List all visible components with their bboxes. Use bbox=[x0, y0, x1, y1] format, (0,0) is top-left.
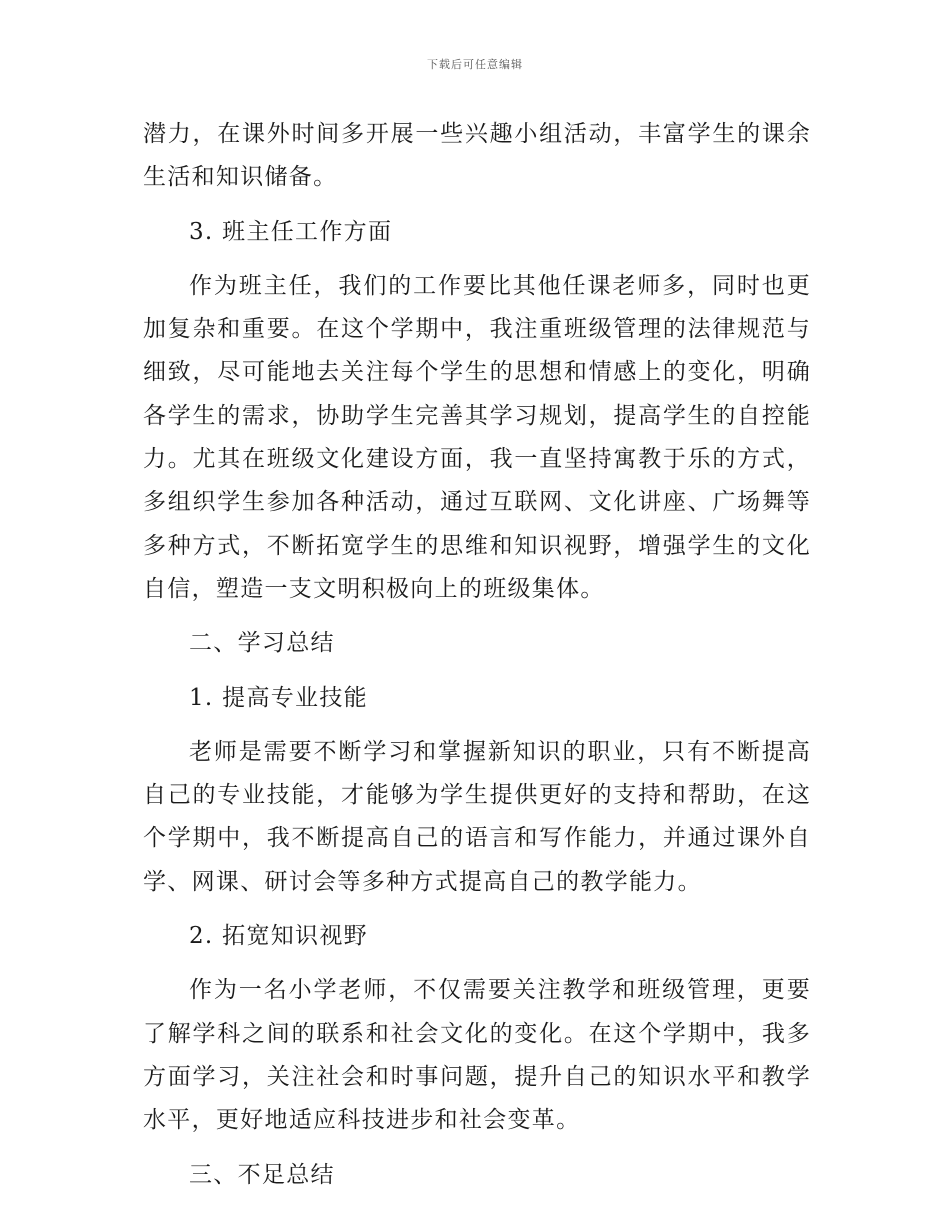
heading-shortcomings-summary: 三、不足总结 bbox=[189, 1161, 335, 1188]
paragraph-gap bbox=[143, 720, 811, 731]
paragraph-professional-skills: 老师是需要不断学习和掌握新知识的职业，只有不断提高自己的专业技能，才能够为学生提供更好的支持和帮助，在这个学期中，我不断提高自己的语言和写作能力，并通过课外自学、网课、研讨会等多种方式提高自己的教学能力。 bbox=[143, 738, 811, 895]
paragraph-gap bbox=[143, 200, 811, 211]
heading-study-summary: 二、学习总结 bbox=[189, 630, 335, 657]
document-body bbox=[143, 113, 811, 1197]
paragraph-gap bbox=[143, 254, 811, 265]
paragraph-knowledge-horizon: 作为一名小学老师，不仅需要关注教学和班级管理，更要了解学科之间的联系和社会文化的变化。在这个学期中，我多方面学习，关注社会和时事问题，提升自己的知识水平和教学水平，更好地适应科技进步和社会变革。 bbox=[143, 977, 811, 1134]
paragraph-gap bbox=[143, 1143, 811, 1154]
paragraph-class-teacher: 作为班主任，我们的工作要比其他任课老师多，同时也更加复杂和重要。在这个学期中，我注重班级管理的法律规范与细致，尽可能地去关注每个学生的思想和情感上的变化，明确各学生的需求，协助学生完善其学习规划，提高学生的自控能力。尤其在班级文化建设方面，我一直坚持寓教于乐的方式，多组织学生参加各种活动，通过互联网、文化讲座、广场舞等多种方式，不断拓宽学生的思维和知识视野，增强学生的文化自信，塑造一支文明积极向上的班级集体。 bbox=[143, 272, 811, 602]
subheading-knowledge-horizon: 2. 拓宽知识视野 bbox=[189, 923, 368, 950]
paragraph-gap bbox=[143, 958, 811, 969]
paragraph-gap bbox=[143, 666, 811, 677]
page-header: 下载后可任意编辑 bbox=[427, 58, 523, 71]
paragraph-gap bbox=[143, 611, 811, 622]
paragraph-gap bbox=[143, 904, 811, 915]
paragraph-continuation: 潜力，在课外时间多开展一些兴趣小组活动，丰富学生的课余生活和知识储备。 bbox=[143, 121, 811, 191]
subheading-class-teacher-work: 3. 班主任工作方面 bbox=[189, 218, 393, 245]
subheading-professional-skills: 1. 提高专业技能 bbox=[189, 684, 368, 711]
